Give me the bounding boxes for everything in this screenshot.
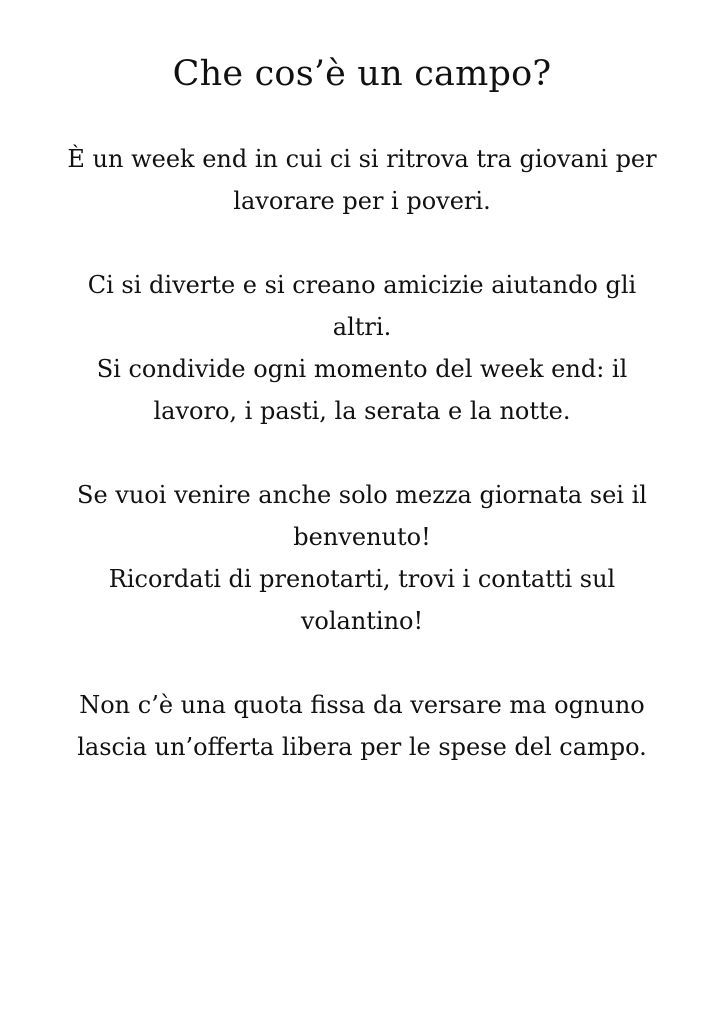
- text-line: lavorare per i poveri.: [233, 187, 491, 215]
- text-line: benvenuto!: [293, 523, 431, 551]
- text-line: Se vuoi venire anche solo mezza giornata sei il: [77, 481, 647, 509]
- paragraph-spacer: [40, 432, 684, 474]
- paragraph-3: [40, 474, 684, 642]
- paragraph-2: [40, 264, 684, 432]
- paragraph-spacer: [40, 642, 684, 684]
- text-line: Non c’è una quota fissa da versare ma ognuno: [79, 691, 645, 719]
- text-line: altri.: [332, 313, 392, 341]
- paragraph-1: [40, 138, 684, 222]
- text-line: lavoro, i pasti, la serata e la notte.: [153, 397, 571, 425]
- paragraph-spacer: [40, 222, 684, 264]
- text-line: Ci si diverte e si creano amicizie aiutando gli: [87, 271, 637, 299]
- page-title: Che cos’è un campo?: [172, 54, 552, 94]
- paragraph-4: [40, 684, 684, 768]
- text-line: Ricordati di prenotarti, trovi i contatti sul: [108, 565, 616, 593]
- text-line: Si condivide ogni momento del week end: il: [96, 355, 628, 383]
- text-line: È un week end in cui ci si ritrova tra giovani per: [67, 145, 657, 173]
- text-line: lascia un’offerta libera per le spese del campo.: [77, 733, 647, 761]
- document-body: [40, 138, 684, 768]
- text-line: volantino!: [300, 607, 424, 635]
